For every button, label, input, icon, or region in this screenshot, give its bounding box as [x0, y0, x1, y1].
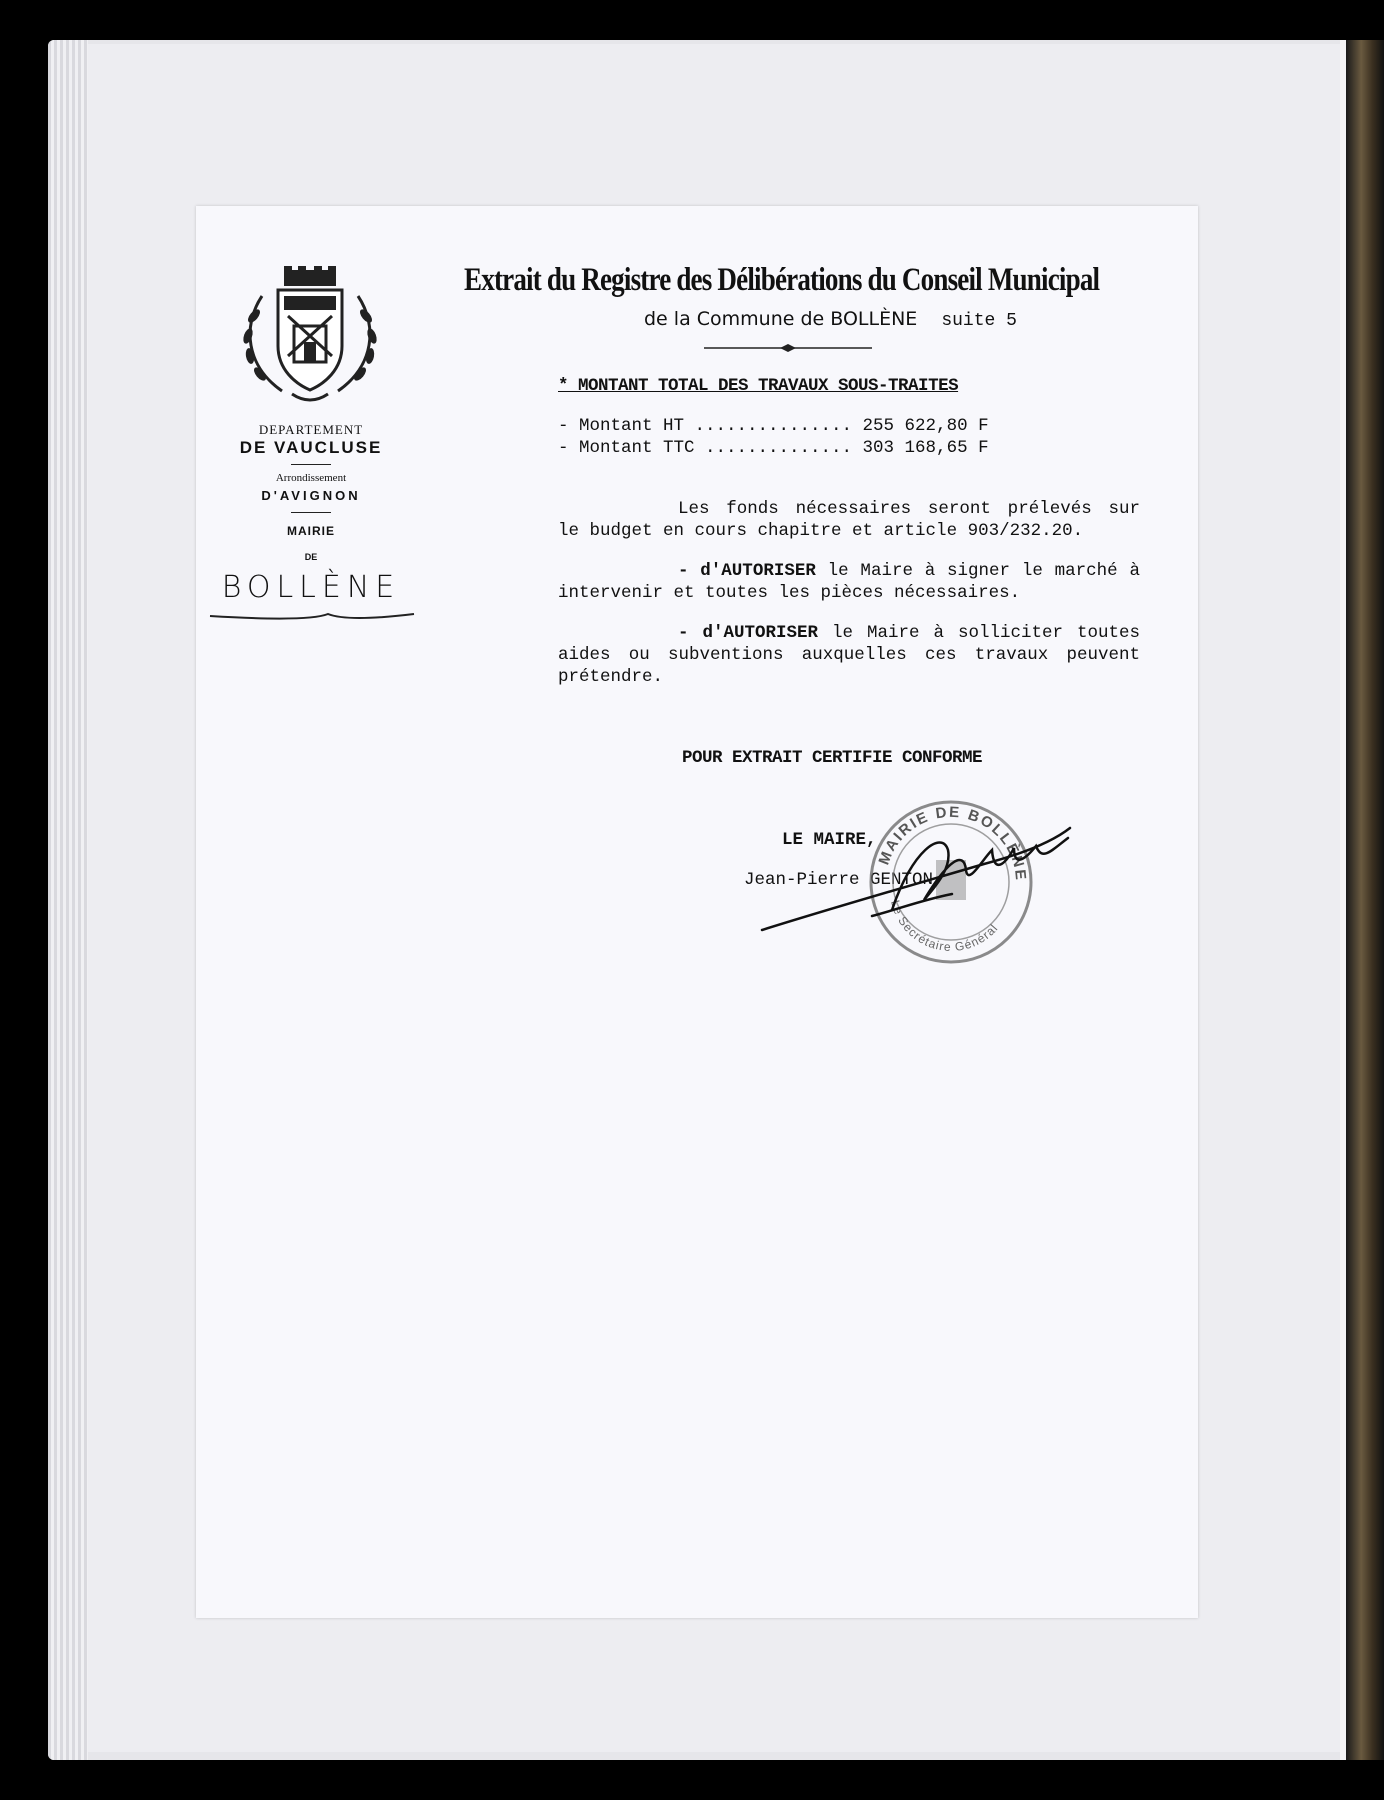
- authorize-lead: - d'AUTORISER: [678, 623, 819, 643]
- letterhead-vaucluse: DE VAUCLUSE: [239, 438, 383, 457]
- paragraph-authorize-sign-text: le Maire à signer le marché à intervenir et toutes les pièces nécessaires.: [558, 561, 1140, 603]
- letterhead-departement: DEPARTEMENT: [258, 422, 364, 437]
- letterhead-mairie: MAIRIE: [287, 524, 335, 538]
- paragraph-funds: [558, 498, 1140, 542]
- commune-label: de la Commune de BOLLÈNE: [644, 308, 918, 330]
- maire-name: Jean-Pierre GENTON: [744, 870, 934, 890]
- subtitle-ornament: [704, 342, 872, 354]
- paragraph-authorize-aid-text: le Maire à solliciter toutes aides ou subventions auxquelles ces travaux peuvent prétendre.: [558, 623, 1140, 687]
- document-title: Extrait du Registre des Délibérations du Conseil Municipal: [464, 262, 1100, 298]
- montant-ht-row: - Montant HT ............... 255 622,80 F: [558, 416, 989, 436]
- paragraph-authorize-sign: [558, 560, 1140, 604]
- authorize-lead: - d'AUTORISER: [678, 561, 816, 581]
- stamp-bottom-text: Le Secrétaire Général: [888, 898, 1001, 955]
- page-edges: [48, 40, 88, 1760]
- maire-label: LE MAIRE,: [782, 830, 877, 850]
- document-sheet: [196, 206, 1198, 1618]
- document-subtitle: [644, 308, 1017, 331]
- coat-of-arms-icon: [232, 266, 388, 406]
- letterhead-de: DE: [304, 552, 318, 562]
- section-heading: * MONTANT TOTAL DES TRAVAUX SOUS-TRAITES: [558, 376, 959, 396]
- letterhead-divider: [291, 512, 331, 513]
- certification-line: POUR EXTRAIT CERTIFIE CONFORME: [682, 748, 983, 768]
- stamp-top-text: MAIRIE DE BOLLÈNE: [875, 803, 1030, 883]
- mayor-signature-icon: [752, 790, 1082, 950]
- binder-spine: [1346, 40, 1384, 1760]
- letterhead-avignon: D'AVIGNON: [261, 488, 361, 503]
- letterhead-bollene: BOLLÈNE: [221, 570, 401, 605]
- letterhead-divider: [291, 464, 331, 465]
- paragraph-funds-text: Les fonds nécessaires seront prélevés sur le budget en cours chapitre et article 903/232.20.: [558, 499, 1140, 541]
- letterhead-arrondissement: Arrondissement: [275, 472, 347, 484]
- letterhead-swash: [208, 610, 416, 624]
- montant-ttc-row: - Montant TTC .............. 303 168,65 F: [558, 438, 989, 458]
- paragraph-authorize-aid: [558, 622, 1140, 688]
- suite-label: suite 5: [941, 311, 1017, 331]
